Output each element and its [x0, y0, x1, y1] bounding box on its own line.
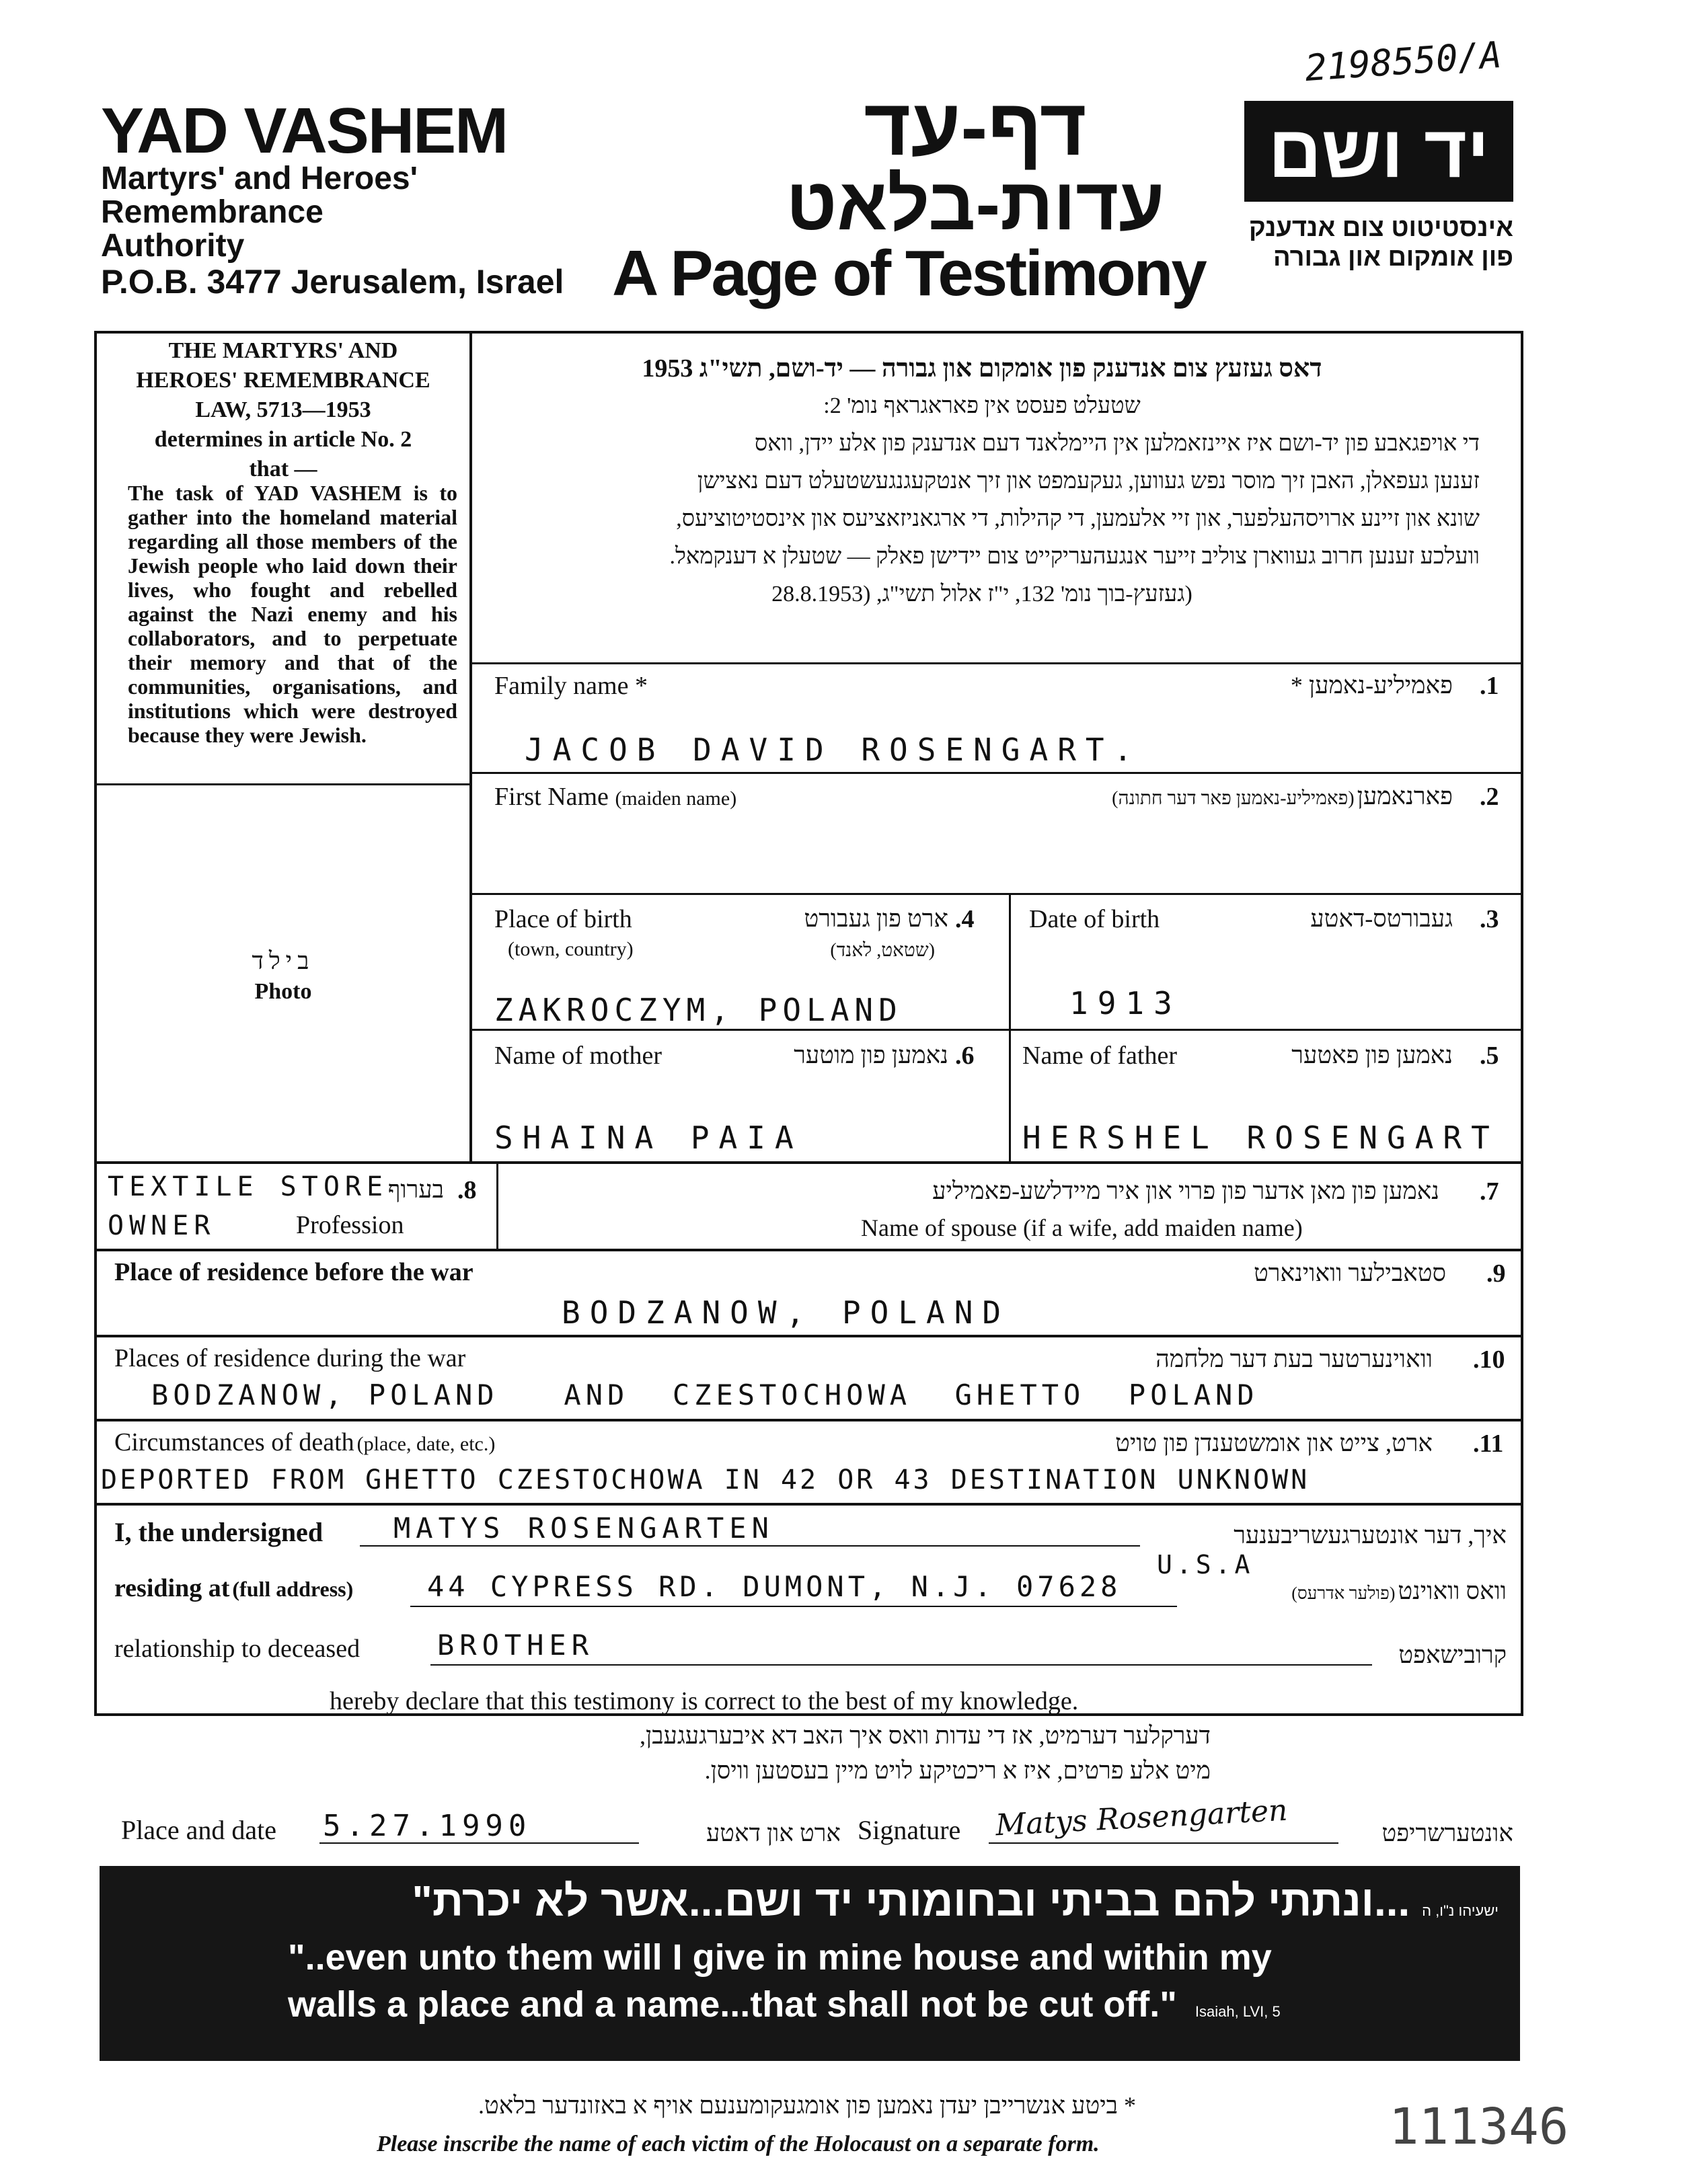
- org-line-2: Remembrance: [101, 194, 324, 230]
- father-name-hebrew: נאמען פון פאטער: [1291, 1042, 1453, 1068]
- residing-label-text: residing at: [114, 1574, 230, 1602]
- circumstances-label: [114, 1428, 495, 1457]
- law-title-2: HEROES' REMEMBRANCE: [136, 368, 430, 393]
- residing-heb-sub: (פולער אדרעס): [1291, 1584, 1396, 1603]
- yiddish-law-line-2: שטעלט פעסט אין פאראגראף נומ' 2:: [823, 393, 1141, 418]
- place-date-field[interactable]: 5.27.1990: [323, 1809, 532, 1843]
- residence-during-war-field[interactable]: BODZANOW, POLAND AND CZESTOCHOWA GHETTO POLAND: [151, 1378, 1259, 1411]
- banner-line-2-text: walls a place and a name...that shall not be cut off.": [288, 1984, 1177, 2025]
- residence-before-war-label: Place of residence before the war: [114, 1258, 473, 1286]
- father-name-field[interactable]: HERSHEL ROSENGART: [1022, 1120, 1499, 1156]
- date-of-birth-label: Date of birth: [1029, 905, 1160, 933]
- row-9-top-border: [94, 1249, 1523, 1251]
- residing-label-sub: (full address): [232, 1577, 354, 1601]
- residing-heb-text: וואס וואוינט: [1398, 1577, 1507, 1604]
- law-title-4: determines in article No. 2: [154, 427, 412, 452]
- profession-field-line-1[interactable]: TEXTILE STORE: [108, 1171, 389, 1202]
- hebrew-declaration-1: דערקלער דערמיט, אז די עדות וואס איך האב דא איבערגעגעבן,: [640, 1722, 1211, 1749]
- field-6-number: .6: [955, 1042, 975, 1070]
- yiddish-law-line-3: די אויפגאבע פון יד-ושם איז איינזאמלען אין היימלאנד דעם אנדענק פון אלע יידן, וואס: [754, 431, 1480, 456]
- first-name-sub: (maiden name): [615, 787, 737, 810]
- spouse-name-hebrew: נאמען פון מאן אדער פון פרוי און איר מיידלשע-פאמיליע: [932, 1177, 1439, 1204]
- first-name-text: First Name: [494, 783, 609, 811]
- family-name-hebrew-label: פאמיליע-נאמען *: [1290, 672, 1453, 699]
- first-name-heb-sub: (פאמיליע-נאמען פאר דער חתונה): [1112, 788, 1355, 809]
- date-of-birth-hebrew: געבורטס-דאטע: [1310, 905, 1453, 932]
- spouse-name-label: Name of spouse (if a wife, add maiden name): [861, 1214, 1303, 1241]
- relationship-label: relationship to deceased: [114, 1635, 361, 1663]
- profession-label: Profession: [296, 1211, 404, 1239]
- footer-english: Please inscribe the name of each victim of the Holocaust on a separate form.: [377, 2132, 1100, 2156]
- field-11-number: .11: [1473, 1430, 1504, 1458]
- profession-hebrew: בערוף: [387, 1176, 444, 1203]
- father-name-label: Name of father: [1022, 1042, 1177, 1070]
- row-10-top-border: [94, 1335, 1523, 1337]
- law-title-1: THE MARTYRS' AND: [168, 338, 398, 363]
- undersigned-underline: [360, 1545, 1140, 1547]
- undersigned-label: I, the undersigned: [114, 1517, 324, 1547]
- family-name-label: Family name *: [494, 672, 648, 700]
- logo-caption-2: פון אומקום און גבורה: [1273, 243, 1513, 272]
- first-name-hebrew-label: [942, 782, 1453, 810]
- logo-caption-1: אינסטיטוט צום אנדענק: [1248, 214, 1513, 242]
- place-of-birth-label: Place of birth: [494, 905, 632, 933]
- residence-during-war-hebrew: וואוינערטער בעת דער מלחמה: [1155, 1346, 1433, 1372]
- serial-number: 111346: [1389, 2098, 1569, 2156]
- mother-name-hebrew: נאמען פון מוטער: [794, 1042, 948, 1068]
- circumstances-label-sub: (place, date, etc.): [356, 1433, 496, 1455]
- undersigned-hebrew: איך, דער אונטערגעשריבענער: [1234, 1522, 1507, 1549]
- hereby-statement: hereby declare that this testimony is correct to the best of my knowledge.: [330, 1687, 1079, 1715]
- field-10-number: .10: [1473, 1346, 1505, 1374]
- banner-ref: Isaiah, LVI, 5: [1195, 2003, 1281, 2020]
- family-name-field[interactable]: JACOB DAVID ROSENGART.: [525, 732, 1142, 768]
- place-of-birth-hebrew-sub: (שטאט, לאנד): [830, 940, 935, 961]
- residence-during-war-label: Places of residence during the war: [114, 1344, 466, 1372]
- field-1-top-border: [472, 662, 1523, 664]
- logo-text: יד ושם: [1268, 110, 1490, 193]
- mother-name-field[interactable]: SHAINA PAIA: [494, 1120, 803, 1156]
- row-7-8-top-border: [94, 1161, 1523, 1164]
- footer-yiddish: * ביטע אנשרייבן יעדן נאמען פון אומגעקומענעם אויף א באזונדער בלאט.: [478, 2092, 1136, 2119]
- circumstances-hebrew: ארט, צייט און אומשטענדן פון טויט: [1115, 1430, 1433, 1456]
- circumstances-field[interactable]: DEPORTED FROM GHETTO CZESTOCHOWA IN 42 OR 43 DESTINATION UNKNOWN: [101, 1465, 1310, 1495]
- residing-label: [114, 1573, 353, 1603]
- yad-vashem-logo: [1244, 101, 1513, 202]
- banner-line-2: [288, 1984, 1281, 2025]
- circumstances-label-text: Circumstances of death: [114, 1428, 354, 1456]
- field-4-number: .4: [955, 905, 975, 933]
- residing-country[interactable]: U.S.A: [1157, 1550, 1254, 1580]
- residence-before-war-field[interactable]: BODZANOW, POLAND: [562, 1294, 1011, 1331]
- place-of-birth-sub: (town, country): [508, 938, 634, 960]
- photo-label: Photo: [254, 979, 312, 1004]
- law-box-heading: [98, 336, 469, 484]
- banner-hebrew-ref: ישעיהו נ"ו, ה: [1422, 1902, 1499, 1919]
- residing-hebrew: [1184, 1577, 1507, 1605]
- row-7-8-divider: [496, 1161, 498, 1249]
- field-1-number: .1: [1480, 672, 1499, 700]
- law-title-5: that —: [249, 457, 317, 481]
- yiddish-title-2: עדות-בלאט: [786, 163, 1165, 245]
- field-3-4-divider: [1009, 893, 1011, 1162]
- residence-before-war-hebrew: סטאבילער וואוינארט: [1254, 1259, 1446, 1286]
- field-2-top-border: [472, 772, 1523, 774]
- place-date-hebrew: ארט און דאטע: [706, 1820, 841, 1846]
- profession-field-line-2[interactable]: OWNER: [108, 1210, 216, 1241]
- scripture-banner: [100, 1866, 1520, 2061]
- yiddish-law-text: [484, 350, 1480, 613]
- date-of-birth-field[interactable]: 1913: [1069, 985, 1182, 1021]
- banner-hebrew-text: ...ונתתי להם בביתי ובחומותי יד ושם...אשר לא יכרת": [412, 1877, 1410, 1925]
- yiddish-law-line-7: (געזעץ-בוך נומ' 132, י"ז אלול תשי"ג, (28.8.1953: [771, 582, 1192, 607]
- signature-underline: [989, 1842, 1338, 1844]
- banner-hebrew: [301, 1876, 1499, 1926]
- place-date-label: Place and date: [121, 1815, 276, 1845]
- row-11-top-border: [94, 1419, 1523, 1421]
- relationship-hebrew: קרובישאפט: [1398, 1641, 1507, 1668]
- field-7-number: .7: [1480, 1177, 1499, 1206]
- law-body: The task of YAD VASHEM is to gather into the homeland material regarding all those members of the Jewish people who laid down their lives, who fought and rebelled against the Nazi enemy and his collaborators, and to perpetuate their memory and that of the communities, organisations, and institutions which were destroyed because they were Jewish.: [128, 481, 457, 747]
- declaration-top-border: [94, 1503, 1523, 1506]
- field-8-number: .8: [457, 1176, 477, 1204]
- org-name: YAD VASHEM: [101, 95, 508, 167]
- org-address: P.O.B. 3477 Jerusalem, Israel: [101, 263, 564, 301]
- first-name-heb-text: פארנאמען: [1357, 783, 1453, 810]
- field-3-4-top-border: [472, 893, 1523, 895]
- yiddish-law-line-6: וועלכע זענען חרוב געווארן צוליב זייער אנגעהעריקייט צום יידישן פאלק — שטעלן א דענקמאל.: [669, 544, 1480, 569]
- banner-line-1: "..even unto them will I give in mine house and within my: [288, 1937, 1272, 1978]
- yiddish-title-1: דף-עד: [864, 82, 1087, 172]
- mother-name-label: Name of mother: [494, 1042, 662, 1070]
- photo-area: [94, 785, 472, 1162]
- yiddish-law-line-4: זענען געפאלן, האבן זיך מוסר נפש געווען, געקעמפט און זיך אנטקעגנגעשטעלט דעם נאצישן: [697, 469, 1480, 494]
- place-of-birth-hebrew: ארט פון געבורט: [804, 905, 948, 932]
- field-9-number: .9: [1486, 1259, 1506, 1288]
- signature-hebrew: אונטערשריפט: [1381, 1820, 1513, 1846]
- relationship-field[interactable]: BROTHER: [437, 1629, 595, 1662]
- photo-hebrew: בילד: [252, 947, 315, 974]
- field-3-number: .3: [1480, 905, 1499, 933]
- residing-field[interactable]: 44 CYPRESS RD. DUMONT, N.J. 07628: [427, 1570, 1122, 1603]
- file-number: 2198550/A: [1303, 33, 1503, 90]
- field-5-number: .5: [1480, 1042, 1499, 1070]
- field-5-6-top-border: [472, 1029, 1523, 1031]
- first-name-label: [494, 782, 736, 812]
- undersigned-field[interactable]: MATYS ROSENGARTEN: [393, 1512, 774, 1545]
- org-line-3: Authority: [101, 228, 245, 264]
- relationship-underline: [430, 1664, 1372, 1666]
- place-of-birth-field[interactable]: ZAKROCZYM, POLAND: [494, 992, 903, 1028]
- residing-underline: [410, 1606, 1177, 1607]
- yiddish-law-line-5: שונא און זיינע ארויסהעלפער, און זיי אלעמען, די קהילות, די ארגאניזאציעס און אינסטיטוציעס,: [676, 506, 1480, 531]
- field-2-number: .2: [1480, 783, 1499, 811]
- yiddish-law-line-1: דאס געזעץ צום אנדענק פון אומקום און גבורה — יד-ושם, תשי"ג 1953: [642, 354, 1322, 383]
- org-line-1: Martyrs' and Heroes': [101, 161, 418, 196]
- page-title: A Page of Testimony: [612, 237, 1205, 309]
- signature-field[interactable]: Matys Rosengarten: [994, 1793, 1289, 1843]
- hebrew-declaration-2: מיט אלע פרטים, איז א ריכטיקע לויט מיין בעסטען וויסן.: [704, 1757, 1211, 1784]
- law-title-3: LAW, 5713—1953: [195, 397, 371, 422]
- signature-label: Signature: [858, 1815, 961, 1845]
